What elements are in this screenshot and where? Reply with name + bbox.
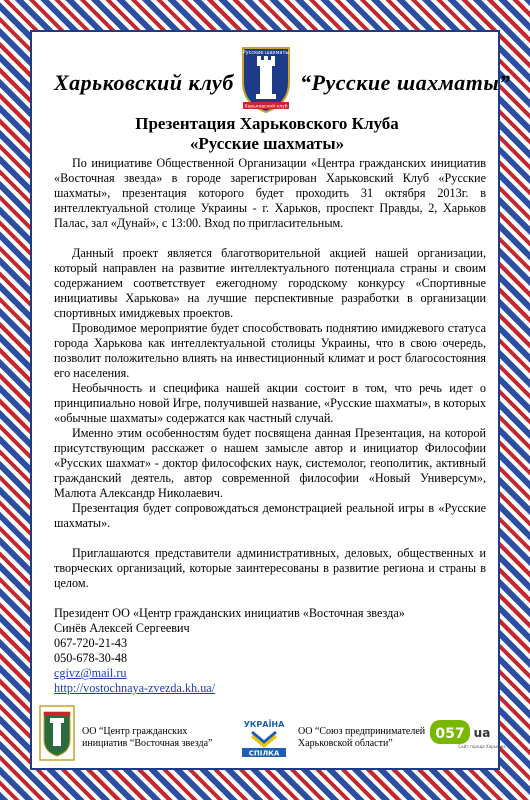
signature-name: Синёв Алексей Сергеевич <box>54 621 190 635</box>
email-link[interactable]: cgivz@mail.ru <box>54 666 127 680</box>
svg-text:Сайт города Харькова: Сайт города Харькова <box>458 744 506 749</box>
body-text <box>54 156 486 696</box>
org-1-line-2: инициатив “Восточная звезда” <box>82 738 213 749</box>
emblem-top-text: Русские шахматы <box>242 50 290 56</box>
header <box>32 42 511 120</box>
org-2-line-2: Харьковской области” <box>298 738 393 749</box>
signature-block <box>54 606 486 696</box>
paragraph-7: Приглашаются представители административных, деловых, общественных и творческих организаций, которые заинтересованы в развитие региона и страны в целом. <box>54 546 486 590</box>
paragraph-2: Данный проект является благотворительной акцией нашей организации, который направлен на развитие интеллектуального потенциала страны и своим содержанием соответствует ежегодному городскому конкурсу «Спортивные инициативы Харькова» на лучшие перспективные разработки в организации спортивных имиджевых проектов. <box>54 246 486 320</box>
org-1-caption <box>82 726 232 750</box>
paragraph-3: Проводимое мероприятие будет способствовать поднятию имиджевого статуса города Харькова как интеллектуальной столицы Украины, что в свою очередь, позволит положительно влиять на инвестиционный климат и рост благосостояния его населения. <box>54 321 486 380</box>
title-line-2: «Русские шахматы» <box>189 134 345 153</box>
svg-text:ua: ua <box>473 726 491 740</box>
org-2-line-1: ОО “Союз предпринимателей <box>298 726 426 737</box>
paragraph-1: По инициативе Общественной Организации «Центра гражданских инициатив «Восточная звезда» в городе зарегистрирован Харьковский Клуб «Русские шахматы», презентация которого будет проходить 31 октября 2013г. в интеллектуальной столице Украины - г. Харьков, проспект Правды, 2, Харьков Палас, зал «Дунай», с 13:00. Вход по пригласительным. <box>54 156 486 230</box>
org-2-caption <box>298 726 438 750</box>
document-page <box>30 30 511 770</box>
footer <box>32 704 506 768</box>
paragraph-6: Презентация будет сопровождаться демонстрацией реальной игры в «Русские шахматы». <box>54 501 486 530</box>
club-name-right: “Русские шахматы” <box>300 70 511 95</box>
paragraph-5: Именно этим особенностям будет посвящена данная Презентация, на которой присутствующим расскажет о нашем замысле автор и инициатор Философии «Русских шахмат» - доктор философских наук, системолог, геополитик, активный гражданский деятель, автор современной философии «Новый Универсум», Малюта Александр Николаевич. <box>54 426 486 500</box>
phone-2: 050-678-30-48 <box>54 651 128 665</box>
club-name-left: Харьковский клуб <box>54 70 234 95</box>
phone-1: 067-720-21-43 <box>54 636 128 650</box>
signature-position: Президент ОО «Центр гражданских инициатив «Восточная звезда» <box>54 606 405 620</box>
svg-text:СПІЛКА: СПІЛКА <box>248 749 280 758</box>
site-057-logo-icon <box>430 718 506 758</box>
title-line-1: Презентация Харьковского Клуба <box>135 114 399 133</box>
emblem-bottom-text: Харьковский клуб <box>244 104 288 110</box>
org-1-line-1: ОО “Центр гражданских <box>82 726 188 737</box>
city-coat-of-arms-icon <box>38 704 76 762</box>
club-emblem-icon <box>237 42 295 114</box>
svg-text:УКРАЇНА: УКРАЇНА <box>243 720 285 729</box>
website-link[interactable]: http://vostochnaya-zvezda.kh.ua/ <box>54 681 216 695</box>
paragraph-4: Необычность и специфика нашей акции состоит в том, что речь идет о принципиально новой Игре, получившей название, «Русские шахматы», в которых «обычные шахматы» содержатся как частный случай. <box>54 381 486 425</box>
page-title <box>32 114 502 154</box>
ukraine-union-logo-icon <box>232 718 296 758</box>
svg-text:057: 057 <box>435 726 465 742</box>
